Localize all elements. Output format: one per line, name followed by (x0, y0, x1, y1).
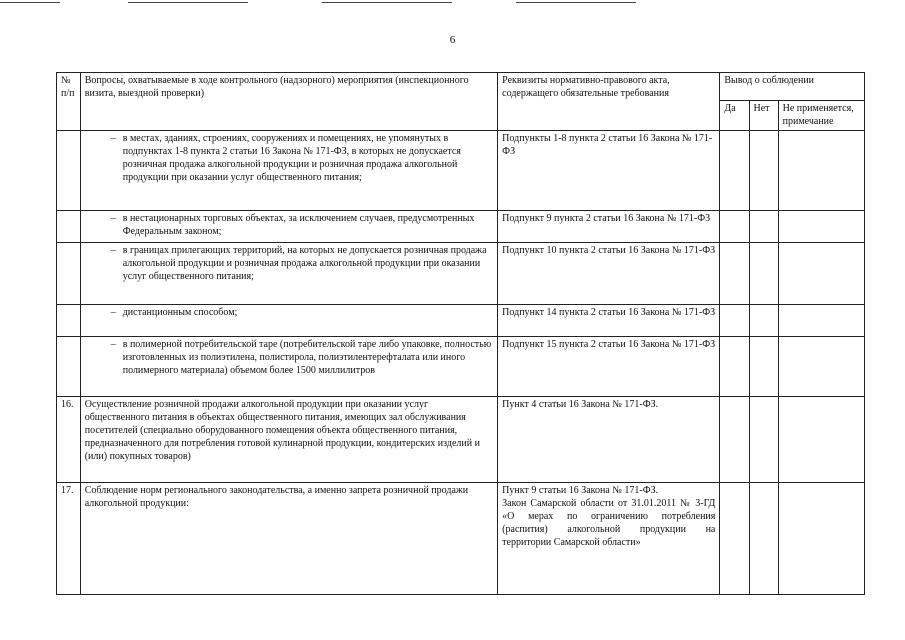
row-requisites: Подпункты 1-8 пункта 2 статьи 16 Закона № 171-ФЗ (498, 131, 720, 211)
row-question: – в нестационарных торговых объектах, за исключением случаев, предусмотренных Федеральным законом; (80, 211, 497, 243)
row-num (57, 211, 81, 243)
row-yes (720, 305, 749, 337)
header-num: № п/п (57, 73, 81, 131)
row-yes (720, 397, 749, 483)
row-num: 16. (57, 397, 81, 483)
row-yes (720, 243, 749, 305)
row-num (57, 337, 81, 397)
row-na (778, 243, 864, 305)
row-num (57, 243, 81, 305)
checklist-table (56, 72, 865, 595)
row-requisites: Подпункт 10 пункта 2 статьи 16 Закона № 171-ФЗ (498, 243, 720, 305)
row-no (749, 483, 778, 595)
row-no (749, 305, 778, 337)
table-row (57, 243, 865, 305)
requisite-line: Закон Самарской области от 31.01.2011 № 3-ГД «О мерах по ограничению потребления (распития) алкогольной продукции на территории Самарской области» (502, 498, 716, 548)
row-requisites: Подпункт 14 пункта 2 статьи 16 Закона № 171-ФЗ (498, 305, 720, 337)
row-num (57, 131, 81, 211)
header-yes: Да (720, 101, 749, 131)
header-requisites: Реквизиты нормативно-правового акта, содержащего обязательные требования (498, 73, 720, 131)
header-na: Не применяется, примечание (778, 101, 864, 131)
row-num: 17. (57, 483, 81, 595)
row-question: Осуществление розничной продажи алкогольной продукции при оказании услуг общественного питания в объектах общественного питания, имеющих зал обслуживания посетителей (специально оборудованного помещения объекта общественного питания, предназначенного для потребления готовой кулинарной продукции, кондитерских изделий и (или) покупных товаров) (80, 397, 497, 483)
row-requisites (498, 483, 720, 595)
row-requisites: Подпункт 15 пункта 2 статьи 16 Закона № 171-ФЗ (498, 337, 720, 397)
header-question: Вопросы, охватываемые в ходе контрольного (надзорного) мероприятия (инспекционного визита, выездной проверки) (80, 73, 497, 131)
row-question: Соблюдение норм регионального законодательства, а именно запрета розничной продажи алкогольной продукции: (80, 483, 497, 595)
page-number: 6 (449, 34, 456, 46)
row-question: – в границах прилегающих территорий, на которых не допускается розничная продажа алкогольной продукции и розничная продажа алкогольной продукции при оказании услуг общественного питания; (80, 243, 497, 305)
row-na (778, 483, 864, 595)
row-requisites: Подпункт 9 пункта 2 статьи 16 Закона № 171-ФЗ (498, 211, 720, 243)
table-row (57, 131, 865, 211)
row-no (749, 131, 778, 211)
row-na (778, 211, 864, 243)
row-no (749, 397, 778, 483)
row-na (778, 131, 864, 211)
row-no (749, 211, 778, 243)
row-question: – в местах, зданиях, строениях, сооружениях и помещениях, не упомянутых в подпунктах 1-8 пункта 2 статьи 16 Закона № 171-ФЗ, в которых не допускается розничная продажа алкогольной продукции и розничная продажа алкогольной продукции при оказании услуг общественного питания; (80, 131, 497, 211)
row-na (778, 337, 864, 397)
table-row (57, 305, 865, 337)
table-row (57, 397, 865, 483)
requisite-line: Пункт 9 статьи 16 Закона № 171-ФЗ. (502, 485, 659, 496)
top-rule-4 (516, 2, 636, 3)
row-question: – дистанционным способом; (80, 305, 497, 337)
row-question: – в полимерной потребительской таре (потребительской таре либо упаковке, полностью изготовленных из полиэтилена, полистирола, полиэтилентерефталата или иного полимерного материала) объемом более 1500 миллилитров (80, 337, 497, 397)
row-yes (720, 211, 749, 243)
row-yes (720, 483, 749, 595)
table-row (57, 483, 865, 595)
row-na (778, 397, 864, 483)
header-conclusion: Вывод о соблюдении (720, 73, 865, 101)
row-no (749, 243, 778, 305)
header-no: Нет (749, 101, 778, 131)
table-row (57, 337, 865, 397)
row-requisites: Пункт 4 статьи 16 Закона № 171-ФЗ. (498, 397, 720, 483)
row-no (749, 337, 778, 397)
table-row (57, 211, 865, 243)
top-rule-2 (128, 2, 248, 3)
row-yes (720, 337, 749, 397)
row-yes (720, 131, 749, 211)
row-num (57, 305, 81, 337)
top-rule-3 (322, 2, 452, 3)
top-rule-1 (0, 2, 60, 3)
table-header-row (57, 73, 865, 101)
row-na (778, 305, 864, 337)
